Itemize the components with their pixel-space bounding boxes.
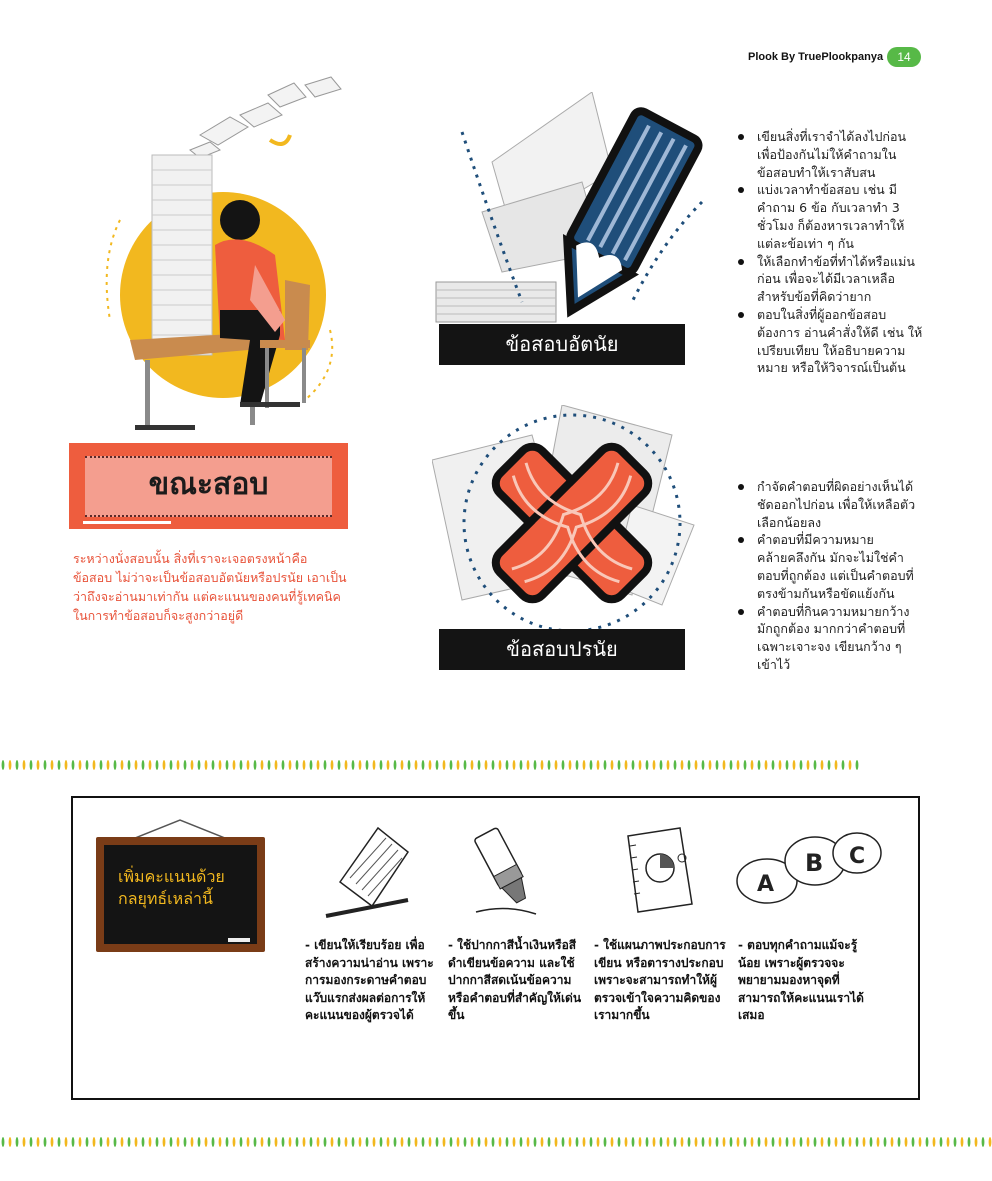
chalkboard-line: เพิ่มคะแนนด้วย: [118, 867, 225, 886]
strategy-item-3: - ใช้แผนภาพประกอบการเขียน หรือตารางประกอบ เพราะจะสามารถทำให้ผู้ตรวจเข้าใจความคิดของเรามากขึ้น: [594, 938, 726, 1022]
student-exam-illustration: [90, 70, 360, 440]
objective-exam-label: ข้อสอบปรนัย: [439, 629, 685, 670]
list-item: ตอบในสิ่งที่ผู้ออกข้อสอบต้องการ อ่านคำสั่งให้ดี เช่น ให้เปรียบเทียบ ให้อธิบายความหมาย หรือให้วิจารณ์เป็นต้น: [735, 306, 925, 377]
svg-text:A: A: [757, 872, 775, 897]
highlighter-icon: [470, 822, 542, 918]
title-underline: [83, 521, 171, 524]
list-item: ให้เลือกทำข้อที่ทำได้หรือแม่นก่อน เพื่อจะได้มีเวลาเหลือสำหรับข้อที่คิดว่ายาก: [735, 253, 925, 306]
intro-paragraph: ระหว่างนั่งสอบนั้น สิ่งที่เราจะเจอตรงหน้าคือ ข้อสอบ ไม่ว่าจะเป็นข้อสอบอัตนัยหรือปรนัย เอาเป็นว่าถึงจะอ่านมาเท่ากัน แต่คะแนนของคนที่รู้เทคนิคในการทำข้อสอบก็จะสูงกว่าอยู่ดี: [73, 551, 347, 623]
decorative-pattern-top: [0, 758, 992, 772]
pie-chart-notebook-icon: [620, 824, 700, 916]
svg-text:C: C: [849, 844, 866, 869]
list-item: แบ่งเวลาทำข้อสอบ เช่น มีคำถาม 6 ข้อ กับเวลาทำ 3 ชั่วโมง ก็ต้องหารเวลาทำให้แต่ละข้อเท่า ๆ กัน: [735, 181, 925, 252]
subjective-tips-list: [735, 128, 925, 377]
list-item: เขียนสิ่งที่เราจำได้ลงไปก่อน เพื่อป้องกันไม่ให้คำถามในข้อสอบทำให้เราสับสน: [735, 128, 925, 181]
chalk-piece: [228, 938, 250, 942]
list-item: คำตอบที่กินความหมายกว้าง มักถูกต้อง มากกว่าคำตอบที่เฉพาะเจาะจง เขียนกว้าง ๆ เข้าไว้: [735, 603, 925, 674]
chalkboard-text: [104, 866, 257, 910]
strategy-item-4: - ตอบทุกคำถามแม้จะรู้น้อย เพราะผู้ตรวจจะพยายามมองหาจุดที่สามารถให้คะแนนเราได้เสมอ: [738, 938, 864, 1022]
x-mark-illustration: [432, 405, 702, 635]
section-title: ขณะสอบ: [148, 467, 269, 502]
strategy-item-2: - ใช้ปากกาสีน้ำเงินหรือสีดำเขียนข้อความ และใช้ปากกาสีสดเน้นข้อความหรือคำตอบที่สำคัญให้เด่นขึ้น: [448, 938, 582, 1022]
page-number-badge: 14: [887, 47, 921, 67]
svg-text:B: B: [805, 849, 824, 877]
pencil-paper-illustration: [432, 92, 722, 332]
strategy-item-1: - เขียนให้เรียบร้อย เพื่อสร้างความน่าอ่าน เพราะการมองกระดาษคำตอบแว๊บแรกส่งผลต่อการให้คะแนนของผู้ตรวจได้: [305, 938, 434, 1022]
list-item: คำตอบที่มีความหมายคล้ายคลึงกัน มักจะไม่ใช่คำตอบที่ถูกต้อง แต่เป็นคำตอบที่ตรงข้ามกันหรือขัดแย้งกัน: [735, 531, 925, 602]
brand-name: Plook By TruePlookpanya: [748, 51, 884, 63]
decorative-pattern-bottom: [0, 1135, 992, 1149]
chalkboard-line: กลยุทธ์เหล่านี้: [118, 889, 213, 908]
notepad-pencil-icon: [320, 822, 412, 920]
subjective-exam-label: ข้อสอบอัตนัย: [439, 324, 685, 365]
abc-speech-bubbles-icon: [733, 827, 883, 907]
list-item: กำจัดคำตอบที่ผิดอย่างเห็นได้ชัดออกไปก่อน เพื่อให้เหลือตัวเลือกน้อยลง: [735, 478, 925, 531]
objective-tips-list: [735, 478, 925, 674]
